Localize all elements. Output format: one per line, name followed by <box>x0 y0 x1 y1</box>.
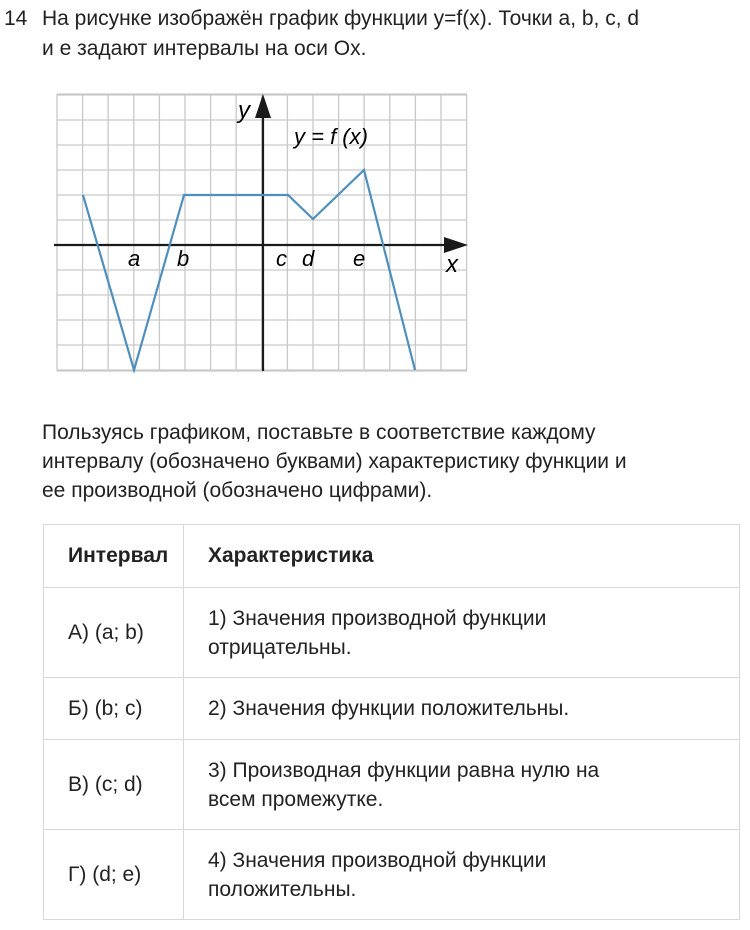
row-interval: Г) (d; e) <box>44 830 184 920</box>
graph-svg <box>44 86 484 386</box>
row-interval: А) (a; b) <box>44 588 184 678</box>
point-e-label: e <box>353 246 366 271</box>
characteristic-line-1: 4) Значения производной функции <box>208 848 547 872</box>
x-axis-label: x <box>446 251 458 278</box>
row-characteristic <box>184 830 740 920</box>
row-characteristic <box>184 588 740 678</box>
question-text <box>42 4 742 64</box>
y-axis-arrow <box>255 94 271 118</box>
row-interval: В) (c; d) <box>44 740 184 830</box>
function-graph <box>44 86 484 386</box>
table-row <box>44 740 740 830</box>
characteristic-line-1: 3) Производная функции равна нулю на <box>208 758 600 782</box>
row-characteristic <box>184 740 740 830</box>
characteristic-line-1: 1) Значения производной функции <box>208 606 547 630</box>
table-header-row <box>44 525 740 588</box>
question-text-line-2: и е задают интервалы на оси Ox. <box>42 37 367 60</box>
header-interval: Интервал <box>44 525 184 588</box>
instruction-text <box>42 418 732 505</box>
instruction-line-3: ее производной (обозначено цифрами). <box>42 479 433 502</box>
y-axis-label: y <box>238 97 250 124</box>
row-characteristic <box>184 678 740 740</box>
header-characteristic: Характеристика <box>184 525 740 588</box>
instruction-line-1: Пользуясь графиком, поставьте в соответствие каждому <box>42 421 596 444</box>
point-b-label: b <box>177 246 190 271</box>
row-interval: Б) (b; c) <box>44 678 184 740</box>
table-row <box>44 830 740 920</box>
point-d-label: d <box>302 246 315 271</box>
matching-table <box>43 524 740 920</box>
instruction-line-2: интервалу (обозначено буквами) характеристику функции и <box>42 450 627 473</box>
characteristic-line-1: 2) Значения функции положительны. <box>208 697 570 720</box>
question-number: 14 <box>4 7 28 30</box>
characteristic-line-2: положительны. <box>208 877 357 901</box>
characteristic-line-2: всем промежутке. <box>208 787 384 811</box>
question-text-line-1: На рисунке изображён график функции y=f(x). Точки a, b, c, d <box>42 7 640 30</box>
characteristic-line-2: отрицательны. <box>208 635 352 659</box>
table-row <box>44 588 740 678</box>
point-c-label: c <box>276 246 287 271</box>
point-a-label: a <box>128 246 141 271</box>
function-label: y = f (x) <box>294 124 368 149</box>
table-row <box>44 678 740 740</box>
